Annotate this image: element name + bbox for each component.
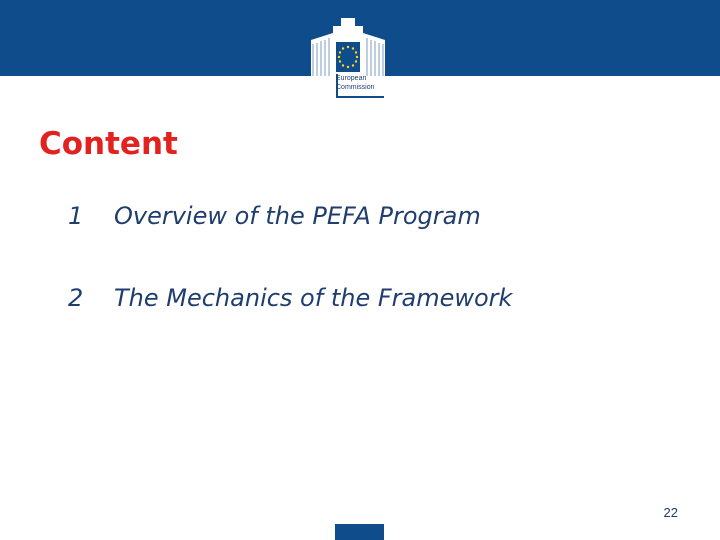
agenda-item-number: 1 [68,202,84,230]
agenda-item [68,278,512,318]
page-number: 22 [663,505,678,520]
footer-bar [335,524,384,540]
agenda-item [68,196,512,236]
logo-caption [336,74,396,92]
logo-text-line2: Commission [336,84,375,91]
agenda-list [68,196,512,318]
slide-title: Content [39,126,178,162]
logo-text-line1: European [336,75,367,82]
agenda-item-number: 2 [68,284,84,312]
agenda-item-label: The Mechanics of the Framework [114,284,513,312]
agenda-item-label: Overview of the PEFA Program [114,202,481,230]
